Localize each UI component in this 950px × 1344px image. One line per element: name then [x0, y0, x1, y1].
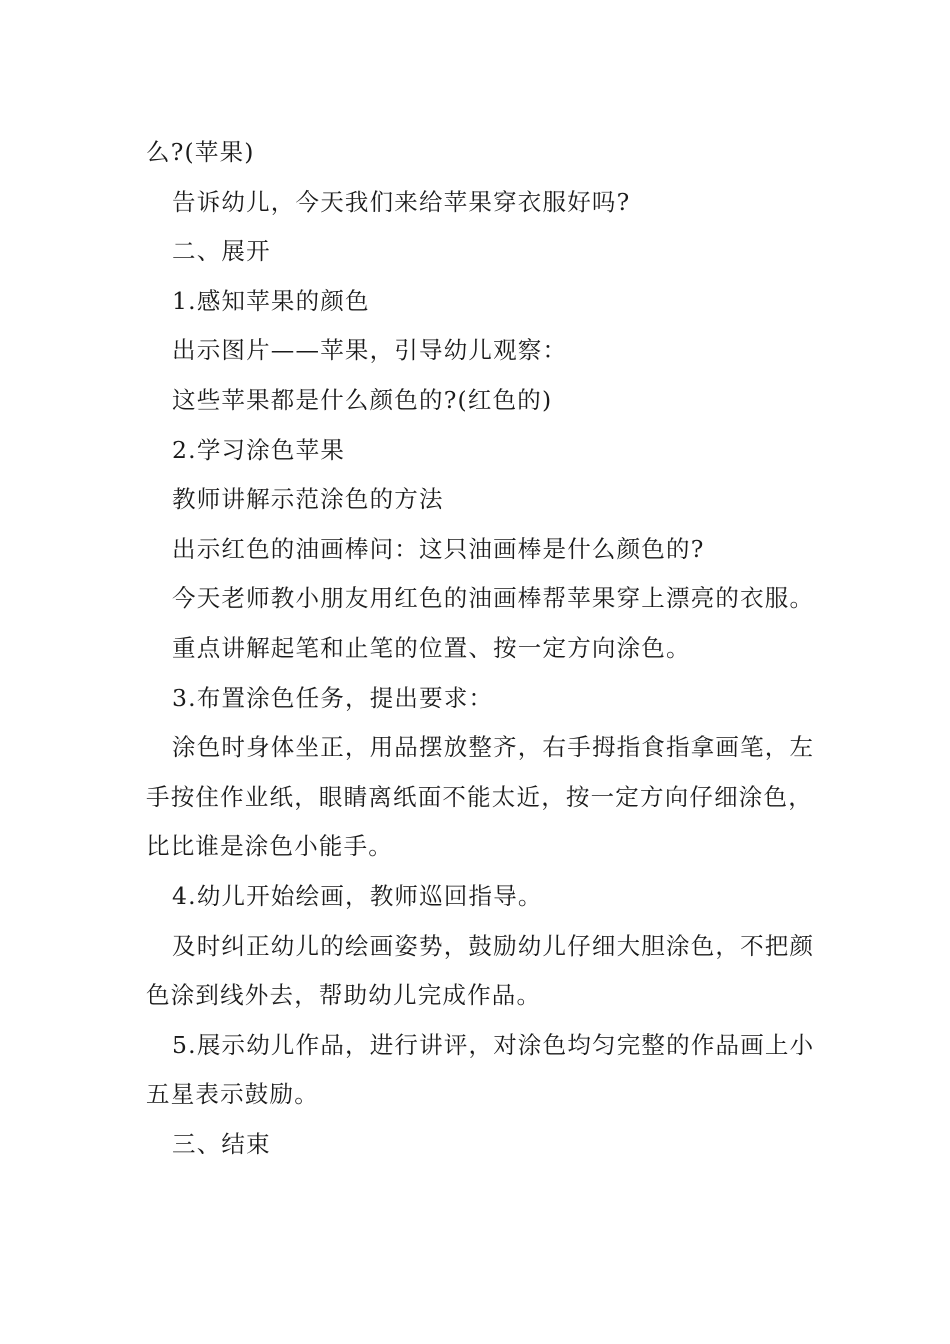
step-heading-1: 1.感知苹果的颜色 — [172, 286, 370, 315]
step-heading-5: 5.展示幼儿作品，进行讲评，对涂色均匀完整的作品画上小五星表示鼓励。 — [146, 1030, 815, 1109]
paragraph-today-lesson: 今天老师教小朋友用红色的油画棒帮苹果穿上漂亮的衣服。 — [172, 584, 815, 613]
section-heading-expand: 二、展开 — [172, 237, 271, 266]
paragraph-crayon-question: 出示红色的油画棒问：这只油画棒是什么颜色的? — [172, 534, 705, 563]
paragraph-teacher-demo: 教师讲解示范涂色的方法 — [172, 485, 444, 514]
step-heading-3: 3.布置涂色任务，提出要求： — [172, 683, 494, 712]
paragraph-color-question: 这些苹果都是什么颜色的?(红色的) — [172, 385, 553, 414]
paragraph-continuation: 么?(苹果) — [146, 138, 255, 166]
step-heading-4: 4.幼儿开始绘画，教师巡回指导。 — [172, 881, 543, 910]
paragraph-requirements: 涂色时身体坐正，用品摆放整齐，右手拇指食指拿画笔，左手按住作业纸，眼睛离纸面不能太近，按一定方向仔细涂色，比比谁是涂色小能手。 — [146, 733, 815, 861]
document-body — [146, 128, 816, 1169]
paragraph-intro-question: 告诉幼儿，今天我们来给苹果穿衣服好吗? — [172, 187, 631, 216]
paragraph-show-picture: 出示图片——苹果，引导幼儿观察： — [172, 336, 568, 365]
paragraph-guidance: 及时纠正幼儿的绘画姿势，鼓励幼儿仔细大胆涂色，不把颜色涂到线外去，帮助幼儿完成作品。 — [146, 931, 815, 1010]
step-heading-2: 2.学习涂色苹果 — [172, 435, 346, 464]
paragraph-key-points: 重点讲解起笔和止笔的位置、按一定方向涂色。 — [172, 633, 691, 662]
section-heading-end: 三、结束 — [172, 1129, 271, 1158]
